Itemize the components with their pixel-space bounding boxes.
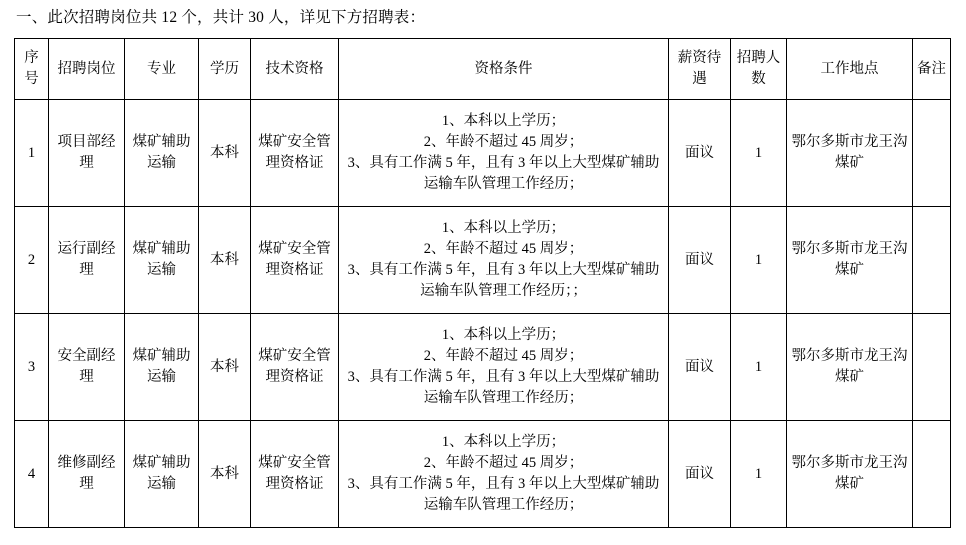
column-header-place: 工作地点	[787, 39, 913, 100]
column-header-education: 学历	[199, 39, 251, 100]
cell-salary: 面议	[669, 207, 731, 314]
column-header-remark: 备注	[913, 39, 951, 100]
table-header-row	[15, 39, 951, 100]
cell-count: 1	[731, 100, 787, 207]
cell-no: 2	[15, 207, 49, 314]
condition-line: 3、具有工作满 5 年，且有 3 年以上大型煤矿辅助运输车队管理工作经历；	[347, 155, 660, 192]
cell-remark	[913, 421, 951, 528]
table-row	[15, 100, 951, 207]
column-header-count: 招聘人数	[731, 39, 787, 100]
condition-line: 3、具有工作满 5 年，且有 3 年以上大型煤矿辅助运输车队管理工作经历；	[347, 476, 660, 513]
cell-count: 1	[731, 207, 787, 314]
cell-no: 4	[15, 421, 49, 528]
cell-post: 安全副经理	[49, 314, 125, 421]
cell-tech: 煤矿安全管理资格证	[251, 100, 339, 207]
cell-remark	[913, 314, 951, 421]
cell-tech: 煤矿安全管理资格证	[251, 421, 339, 528]
condition-line: 3、具有工作满 5 年，且有 3 年以上大型煤矿辅助运输车队管理工作经历；；	[347, 262, 660, 299]
cell-place: 鄂尔多斯市龙王沟煤矿	[787, 100, 913, 207]
condition-line: 1、本科以上学历；	[441, 113, 566, 129]
cell-education: 本科	[199, 100, 251, 207]
cell-conditions	[339, 100, 669, 207]
table-body	[15, 100, 951, 528]
condition-line: 2、年龄不超过 45 周岁；	[423, 134, 584, 150]
cell-place: 鄂尔多斯市龙王沟煤矿	[787, 207, 913, 314]
cell-education: 本科	[199, 421, 251, 528]
condition-line: 2、年龄不超过 45 周岁；	[423, 455, 584, 471]
column-header-major: 专业	[125, 39, 199, 100]
cell-salary: 面议	[669, 314, 731, 421]
cell-education: 本科	[199, 314, 251, 421]
cell-post: 维修副经理	[49, 421, 125, 528]
cell-count: 1	[731, 421, 787, 528]
cell-place: 鄂尔多斯市龙王沟煤矿	[787, 314, 913, 421]
column-header-conditions: 资格条件	[339, 39, 669, 100]
condition-line: 2、年龄不超过 45 周岁；	[423, 348, 584, 364]
cell-remark	[913, 207, 951, 314]
cell-remark	[913, 100, 951, 207]
cell-conditions	[339, 314, 669, 421]
cell-post: 运行副经理	[49, 207, 125, 314]
cell-major: 煤矿辅助运输	[125, 421, 199, 528]
cell-tech: 煤矿安全管理资格证	[251, 314, 339, 421]
cell-major: 煤矿辅助运输	[125, 314, 199, 421]
column-header-no: 序号	[15, 39, 49, 100]
cell-conditions	[339, 421, 669, 528]
condition-line: 2、年龄不超过 45 周岁；	[423, 241, 584, 257]
condition-line: 3、具有工作满 5 年，且有 3 年以上大型煤矿辅助运输车队管理工作经历；	[347, 369, 660, 406]
column-header-post: 招聘岗位	[49, 39, 125, 100]
cell-no: 1	[15, 100, 49, 207]
cell-major: 煤矿辅助运输	[125, 207, 199, 314]
table-row	[15, 314, 951, 421]
cell-no: 3	[15, 314, 49, 421]
condition-line: 1、本科以上学历；	[441, 220, 566, 236]
intro-paragraph: 一、此次招聘岗位共 12 个，共计 30 人，详见下方招聘表：	[16, 9, 426, 26]
cell-salary: 面议	[669, 421, 731, 528]
column-header-tech: 技术资格	[251, 39, 339, 100]
recruitment-table	[14, 38, 951, 528]
cell-salary: 面议	[669, 100, 731, 207]
cell-place: 鄂尔多斯市龙王沟煤矿	[787, 421, 913, 528]
cell-post: 项目部经理	[49, 100, 125, 207]
cell-count: 1	[731, 314, 787, 421]
cell-education: 本科	[199, 207, 251, 314]
condition-line: 1、本科以上学历；	[441, 434, 566, 450]
cell-conditions	[339, 207, 669, 314]
cell-tech: 煤矿安全管理资格证	[251, 207, 339, 314]
column-header-salary: 薪资待遇	[669, 39, 731, 100]
table-row	[15, 421, 951, 528]
cell-major: 煤矿辅助运输	[125, 100, 199, 207]
table-row	[15, 207, 951, 314]
table-header	[15, 39, 951, 100]
condition-line: 1、本科以上学历；	[441, 327, 566, 343]
